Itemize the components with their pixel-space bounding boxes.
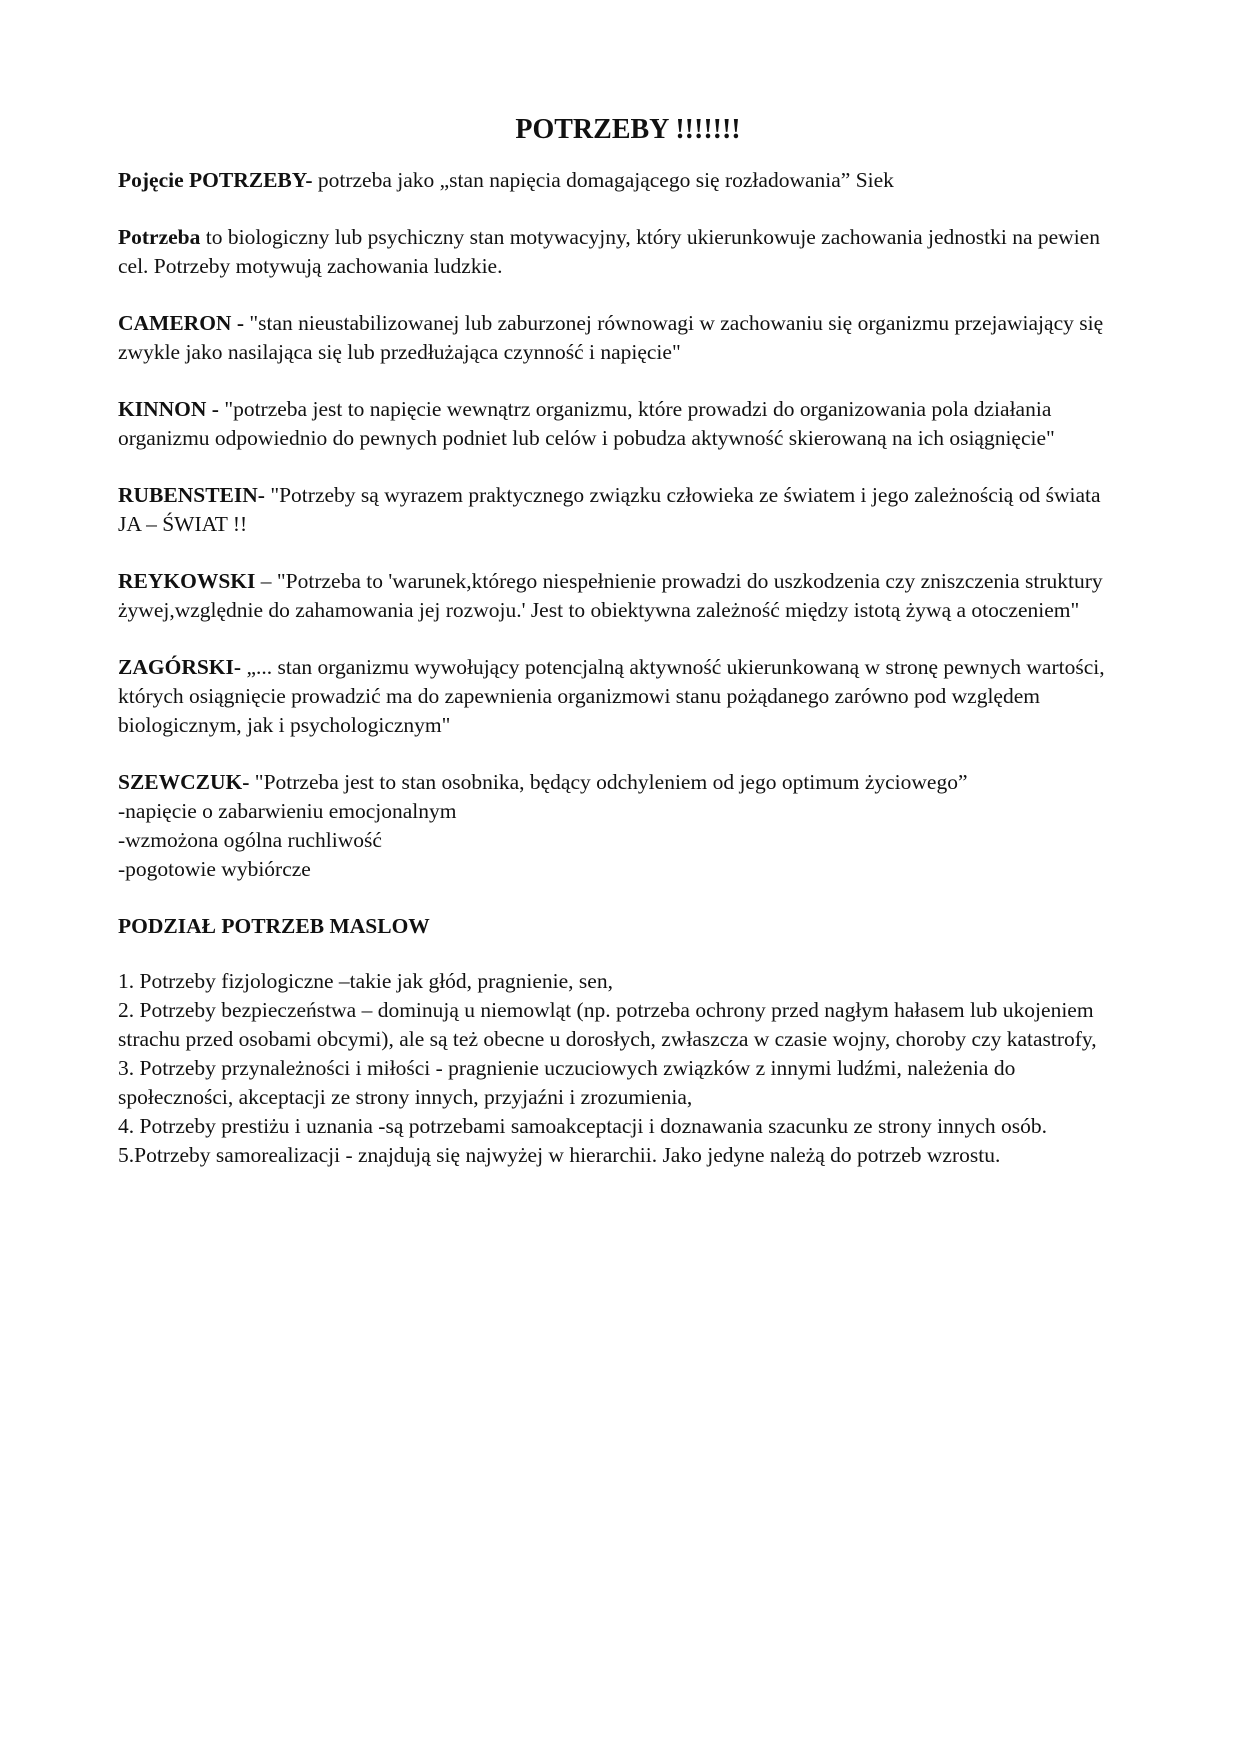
definition-text: "stan nieustabilizowanej lub zaburzonej równowagi w zachowaniu się organizmu przejawiający się zwykle jako nasilająca się lub przedłużająca czynność i napięcie" bbox=[118, 311, 1104, 364]
maslow-list bbox=[118, 967, 1128, 1170]
definition-term: SZEWCZUK- bbox=[118, 770, 250, 794]
maslow-list-item: 2. Potrzeby bezpieczeństwa – dominują u niemowląt (np. potrzeba ochrony przed nagłym hałasem lub ukojeniem strachu przed osobami obcymi), ale są też obecne u dorosłych, zwłaszcza w czasie wojny, choroby czy katastrofy, bbox=[118, 998, 1097, 1051]
definition-cameron bbox=[118, 309, 1128, 367]
definition-term: Potrzeba bbox=[118, 225, 201, 249]
definition-zagorski bbox=[118, 653, 1128, 740]
document-page bbox=[118, 112, 1128, 1170]
definition-rubenstein bbox=[118, 481, 1128, 539]
maslow-list-item: 4. Potrzeby prestiżu i uznania -są potrzebami samoakceptacji i doznawania szacunku ze strony innych osób. bbox=[118, 1114, 1047, 1138]
definition-text: „... stan organizmu wywołujący potencjalną aktywność ukierunkowaną w stronę pewnych wartości, których osiągnięcie prowadzić ma do zapewnienia organizmowi stanu pożądanego zarówno pod względem biologicznym, jak i psychologicznym" bbox=[118, 655, 1105, 737]
maslow-list-item: 1. Potrzeby fizjologiczne –takie jak głód, pragnienie, sen, bbox=[118, 969, 613, 993]
definition-term: RUBENSTEIN- bbox=[118, 483, 265, 507]
definition-term: ZAGÓRSKI- bbox=[118, 655, 242, 679]
definition-term: REYKOWSKI bbox=[118, 569, 256, 593]
definition-term: Pojęcie POTRZEBY- bbox=[118, 168, 313, 192]
definition-reykowski bbox=[118, 567, 1128, 625]
definition-text: potrzeba jako „stan napięcia domagającego się rozładowania” Siek bbox=[312, 168, 894, 192]
szewczuk-bullet: -pogotowie wybiórcze bbox=[118, 857, 311, 881]
szewczuk-bullet: -wzmożona ogólna ruchliwość bbox=[118, 828, 382, 852]
definition-term: KINNON - bbox=[118, 397, 219, 421]
document-title: POTRZEBY !!!!!!! bbox=[515, 114, 741, 145]
maslow-list-item: 5.Potrzeby samorealizacji - znajdują się najwyżej w hierarchii. Jako jedyne należą do potrzeb wzrostu. bbox=[118, 1143, 1001, 1167]
definition-text: "Potrzeba jest to stan osobnika, będący odchyleniem od jego optimum życiowego” bbox=[249, 770, 968, 794]
definition-kinnon bbox=[118, 395, 1128, 453]
definition-text: "Potrzeby są wyrazem praktycznego związku człowieka ze światem i jego zależnością od świata JA – ŚWIAT !! bbox=[118, 483, 1101, 536]
definition-text: "potrzeba jest to napięcie wewnątrz organizmu, które prowadzi do organizowania pola działania organizmu odpowiednio do pewnych podniet lub celów i pobudza aktywność skierowaną na ich osiągnięcie" bbox=[118, 397, 1055, 450]
maslow-heading: PODZIAŁ POTRZEB MASLOW bbox=[118, 914, 430, 938]
definition-pojecie bbox=[118, 166, 1128, 195]
definition-text: – "Potrzeba to 'warunek,którego niespełnienie prowadzi do uszkodzenia czy zniszczenia struktury żywej,względnie do zahamowania jej rozwoju.' Jest to obiektywna zależność między istotą żywą a otoczeniem" bbox=[118, 569, 1103, 622]
definition-term: CAMERON - bbox=[118, 311, 244, 335]
maslow-list-item: 3. Potrzeby przynależności i miłości - pragnienie uczuciowych związków z innymi ludźmi, należenia do społeczności, akceptacji ze strony innych, przyjaźni i zrozumienia, bbox=[118, 1056, 1016, 1109]
definition-text: to biologiczny lub psychiczny stan motywacyjny, który ukierunkowuje zachowania jednostki na pewien cel. Potrzeby motywują zachowania ludzkie. bbox=[118, 225, 1100, 278]
definition-szewczuk bbox=[118, 768, 1128, 884]
definition-potrzeba bbox=[118, 223, 1128, 281]
szewczuk-bullet: -napięcie o zabarwieniu emocjonalnym bbox=[118, 799, 457, 823]
